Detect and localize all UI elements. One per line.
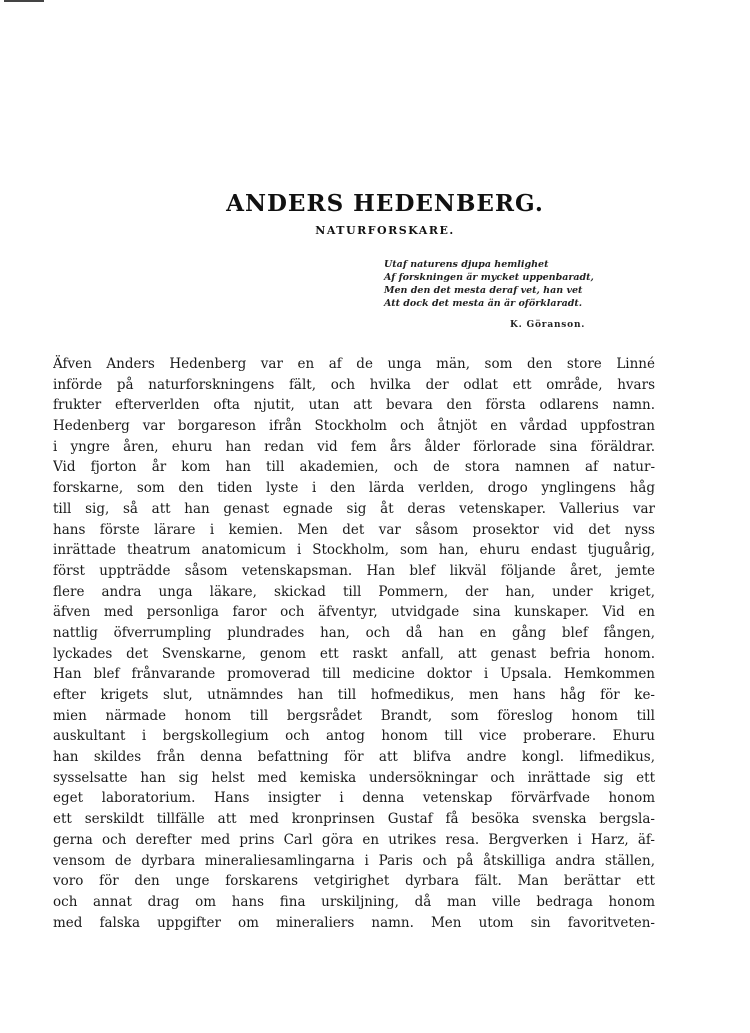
- body-line: ett serskildt tillfälle att med kronprinsen Gustaf få besöka svenska bergsla-: [53, 811, 655, 828]
- body-line: forskarne, som den tiden lyste i den lärda verlden, drogo ynglingens håg: [53, 480, 655, 497]
- body-line: flere andra unga läkare, skickad till Pommern, der han, under kriget,: [53, 583, 655, 600]
- epigraph-author: K. Göranson.: [510, 320, 586, 330]
- body-line: först uppträdde såsom vetenskapsman. Han blef likväl följande året, jemte: [53, 562, 655, 579]
- body-line: auskultant i bergskollegium och antog honom till vice proberare. Ehuru: [53, 728, 655, 745]
- body-line: Hedenberg var borgareson ifrån Stockholm och åtnjöt en vårdad uppfostran: [53, 418, 655, 435]
- epigraph: [384, 258, 674, 310]
- body-line: till sig, så att han genast egnade sig åt deras vetenskaper. Vallerius var: [53, 500, 655, 517]
- body-line: med falska uppgifter om mineraliers namn. Men utom sin favoritveten-: [53, 914, 655, 931]
- epigraph-line: Men den det mesta deraf vet, han vet: [384, 285, 583, 296]
- epigraph-line: Utaf naturens djupa hemlighet: [384, 259, 549, 270]
- body-line: i yngre åren, ehuru han redan vid fem års ålder förlorade sina föräldrar.: [53, 438, 655, 455]
- body-line: frukter efterverlden ofta njutit, utan att bevara den första odlarens namn.: [53, 397, 655, 414]
- body-line: Vid fjorton år kom han till akademien, och de stora namnen af natur-: [53, 459, 655, 476]
- body-line: äfven med personliga faror och äfventyr, utvidgade sina kunskaper. Vid en: [53, 604, 655, 621]
- body-line: gerna och derefter med prins Carl göra en utrikes resa. Bergverken i Harz, äf-: [53, 831, 655, 848]
- body-line: Han blef frånvarande promoverad till medicine doktor i Upsala. Hemkommen: [53, 666, 655, 683]
- body-line: nattlig öfverrumpling plundrades han, och då han en gång blef fången,: [53, 624, 655, 641]
- body-line: efter krigets slut, utnämndes han till hofmedikus, men hans håg för ke-: [53, 687, 655, 703]
- body-line: och annat drag om hans fina urskiljning, då man ville bedraga honom: [53, 893, 655, 910]
- page-title: ANDERS HEDENBERG.: [226, 190, 544, 217]
- body-paragraph: [53, 354, 655, 933]
- body-line: inrättade theatrum anatomicum i Stockholm, som han, ehuru endast tjuguårig,: [53, 542, 655, 559]
- epigraph-line: Af forskningen är mycket uppenbaradt,: [384, 272, 594, 283]
- page-corner-mark: [4, 0, 44, 6]
- body-line: han skildes från denna befattning för att blifva andre kongl. lifmedikus,: [53, 749, 655, 766]
- body-line: sysselsatte han sig helst med kemiska undersökningar och inrättade sig ett: [53, 769, 655, 786]
- body-line: mien närmade honom till bergsrådet Brandt, som föreslog honom till: [53, 707, 655, 724]
- epigraph-line: Att dock det mesta än är oförklaradt.: [384, 298, 583, 309]
- body-line: eget laboratorium. Hans insigter i denna vetenskap förvärfvade honom: [53, 790, 655, 807]
- page-subtitle: NATURFORSKARE.: [315, 224, 455, 237]
- body-line: voro för den unge forskarens vetgirighet dyrbara fält. Man berättar ett: [53, 873, 655, 890]
- body-line: hans förste lärare i kemien. Men det var såsom prosektor vid det nyss: [53, 521, 655, 538]
- body-line: lyckades det Svenskarne, genom ett raskt anfall, att genast befria honom.: [53, 645, 655, 662]
- body-line: Äfven Anders Hedenberg var en af de unga män, som den store Linné: [53, 356, 655, 372]
- body-line: vensom de dyrbara mineraliesamlingarna i Paris och på åtskilliga andra ställen,: [53, 852, 655, 869]
- body-line: införde på naturforskningens fält, och hvilka der odlat ett område, hvars: [53, 376, 655, 393]
